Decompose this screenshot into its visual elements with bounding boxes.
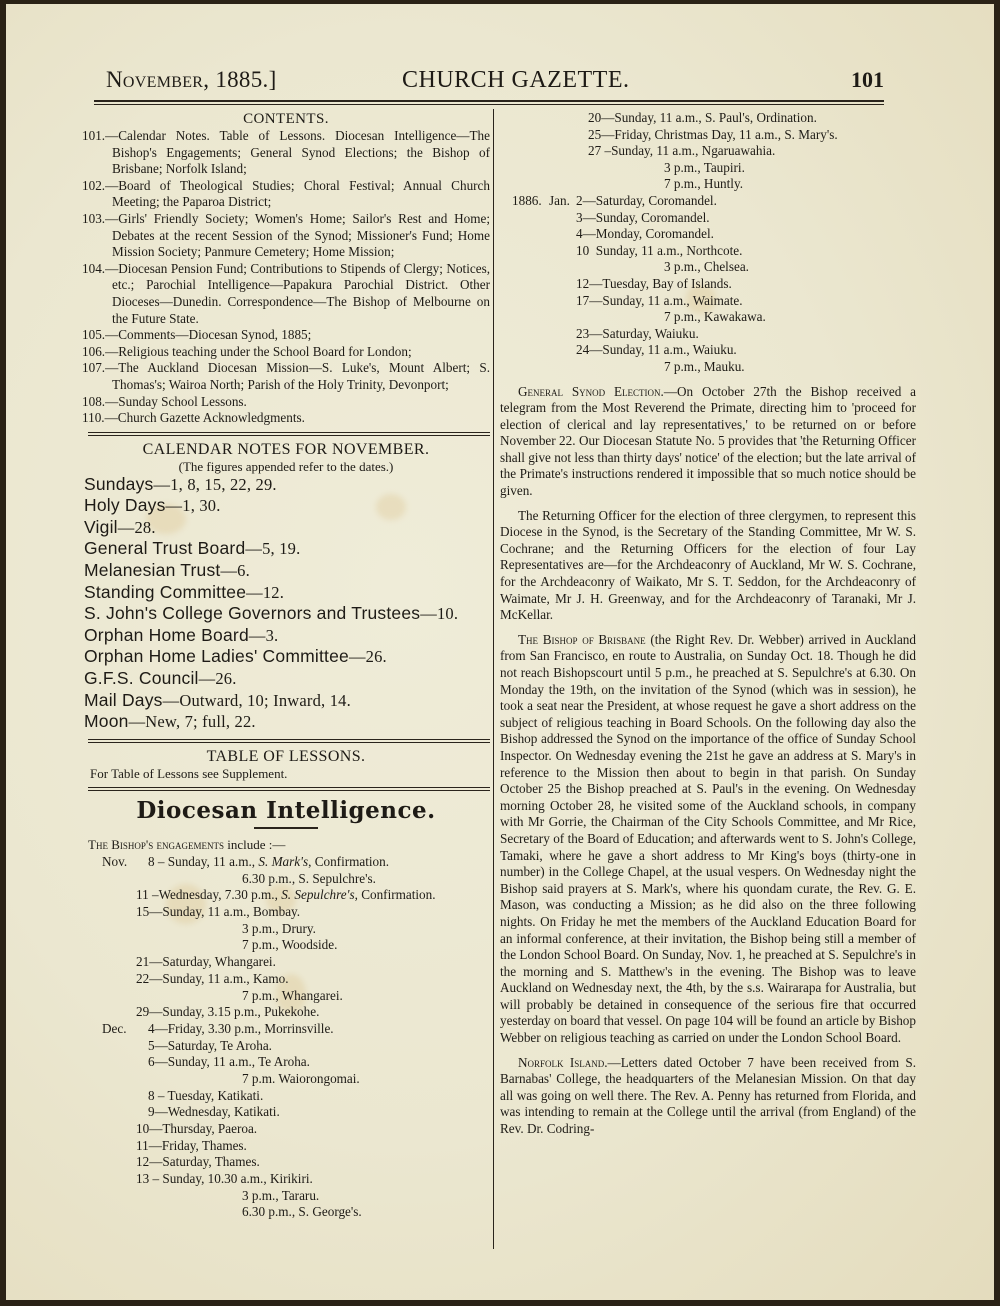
engagement-day: 11 –Wednesday, 7.30 p.m., <box>136 887 282 903</box>
norfolk-island-article <box>500 1055 916 1138</box>
engagement-detail <box>136 1004 319 1021</box>
contents-item <box>82 261 490 327</box>
calendar-dates: —5, 19. <box>245 539 301 559</box>
contents-page-number: 107.— <box>82 360 119 376</box>
engagement-detail: 17—Sunday, 11 a.m., Waimate. <box>576 292 743 308</box>
calendar-entry <box>82 690 490 712</box>
contents-entry: Church Gazette Acknowledgments. <box>117 410 305 426</box>
engagement-row <box>500 143 916 160</box>
calendar-entry <box>82 582 490 604</box>
calendar-entry <box>82 646 490 668</box>
contents-entry: Girls' Friendly Society; Women's Home; Sailor's Rest and Home; Debates at the recent Session of the Synod; Missioner's Fund; Home Mission Society; Panmure Cemetery; Home Mission; <box>112 210 490 260</box>
calendar-dates: —12. <box>246 582 285 602</box>
engagement-detail: 7 p.m., Mauku. <box>664 358 745 374</box>
engagement-row <box>500 127 916 144</box>
engagement-row <box>82 1021 490 1038</box>
synod-election-article <box>500 384 916 500</box>
engagement-detail <box>148 1021 334 1038</box>
engagement-detail: 23—Saturday, Waiuku. <box>576 325 699 341</box>
contents-entry: The Auckland Diocesan Mission—S. Luke's, Mount Albert; S. Thomas's; Wairoa North; Parish of the Holy Trinity, Devonport; <box>112 360 490 392</box>
engagement-detail <box>136 887 436 904</box>
engagement-detail: 4—Monday, Coromandel. <box>576 226 714 242</box>
engagement-row <box>82 921 490 938</box>
engagement-detail: 3—Sunday, Coromandel. <box>576 209 710 225</box>
engagement-day: 8 – Tuesday, Katikati. <box>148 1087 264 1103</box>
engagement-row <box>82 1154 490 1171</box>
contents-page-number: 102.— <box>82 177 119 193</box>
bishop-of-brisbane-article <box>500 632 916 1047</box>
engagement-detail: 20—Sunday, 11 a.m., S. Paul's, Ordination. <box>588 110 817 125</box>
engagement-row <box>82 1054 490 1071</box>
calendar-dates: —6. <box>220 561 250 581</box>
calendar-entry <box>82 625 490 647</box>
engagement-detail <box>136 1154 260 1171</box>
engagement-place: 3 p.m., Tararu. <box>242 1187 320 1203</box>
engagements-intro-caps: The Bishop's engagements <box>88 837 224 853</box>
engagement-row <box>82 937 490 954</box>
publication-title: CHURCH GAZETTE. <box>402 67 630 93</box>
engagement-day: 29—Sunday, 3.15 p.m., Pukekohe. <box>136 1004 320 1020</box>
engagement-row <box>82 871 490 888</box>
engagement-note: , Confirmation. <box>354 887 436 903</box>
engagement-day: 5—Saturday, Te Aroha. <box>148 1037 272 1053</box>
engagement-detail: 2—Saturday, Coromandel. <box>576 192 717 208</box>
engagement-detail: 7 p.m., Kawakawa. <box>664 309 766 325</box>
contents-entry: Comments—Diocesan Synod, 1885; <box>118 327 312 343</box>
article-text: —On October 27th the Bishop received a telegram from the Most Reverend the Primate, directing him to 'proceed for election of clerical and lay representatives,' to be returned on or before November 22. Our Diocesan Statute No. 5 provides that 'the Returning Officer shall give not less than thirty days' notice' of the election; but the late arrival of the Primate's instructions rendered it impossible that so much notice should be given. <box>500 383 917 499</box>
engagement-note: , Confirmation. <box>308 854 390 869</box>
engagement-row <box>82 1038 490 1055</box>
engagement-day: 13 – Sunday, 10.30 a.m., Kirikiri. <box>136 1171 313 1187</box>
calendar-label: G.F.S. Council <box>84 668 199 689</box>
engagement-year: 1886. <box>512 192 542 208</box>
calendar-subtitle: (The figures appended refer to the dates.) <box>178 458 394 474</box>
engagement-detail <box>242 1071 360 1088</box>
engagements-list-nov-dec <box>82 854 490 1221</box>
engagement-row <box>500 193 916 210</box>
engagement-detail <box>242 871 376 888</box>
engagement-row <box>82 1004 490 1021</box>
calendar-label: Orphan Home Board <box>84 624 249 645</box>
engagements-intro-rest: include :— <box>223 837 286 853</box>
column-divider <box>493 109 494 1249</box>
engagement-place: 3 p.m., Drury. <box>242 920 316 936</box>
engagement-detail <box>136 1138 247 1155</box>
contents-item <box>82 410 490 427</box>
engagement-place: S. Mark's <box>258 854 309 869</box>
engagement-day: 10—Thursday, Paeroa. <box>136 1121 258 1136</box>
calendar-label: Standing Committee <box>84 581 247 602</box>
diocesan-heading: Diocesan Intelligence. <box>136 797 436 825</box>
engagement-detail <box>136 954 276 971</box>
header-rule <box>94 100 884 105</box>
contents-page-number: 103.— <box>82 210 119 226</box>
contents-item <box>82 327 490 344</box>
calendar-label: Melanesian Trust <box>84 560 221 581</box>
calendar-dates: —Outward, 10; Inward, 14. <box>162 690 351 710</box>
article-text: (the Right Rev. Dr. Webber) arrived in Auckland from San Francisco, en route to Australia, on Sunday Oct. 18. Though he did not reach Bishopscourt until 5 p.m., he preached at S. Sepulchre's at 6.30. On Monday the 19th, on the invitation of the Synod (which was in session), he took a seat near the President, at whose request he gave a short address on the subject of religious teaching in Board Schools. On the following day also the Bishop addressed the Synod on the importance of the office of Sunday School Inspector. On Wednesday evening the 21st he gave an address at S. Mary's in reference to the Mission then about to begin in that parish. On Sunday October 25 the Bishop preached at S. Paul's in the evening. On Wednesday morning October 28, he visited some of the Auckland schools, in company with Mr Gorrie, the Chairman of the City Schools Committee, and Mr Rice, Secretary of the Board of Education; and afterwards went to S. John's College, Tamaki, where he gave a short address to Mr King's boys (thirty-one in number) in the College Chapel, at the usual vespers. On Wednesday night the Bishop said prayers at S. Mark's, where his quondam curate, the Rev. G. E. Mason, was conducting a Mission; as he did also on the three following nights. On Friday he met the members of the Auckland Education Board for an informal conference, at their invitation, the Bishop being still a member of the London School Board. On Sunday, Nov. 1, he preached at S. Sepulchre's in the morning and S. Matthew's in the evening. The Bishop was to leave Auckland on Wednesday next, the 4th, by the s.s. Wairarapa for Australia, but will probably be detained in consequence of the serious fire that occurred yesterday on board that vessel. On page 104 will be found an article by Bishop Webber on religious teaching as carried on under the London School Board. <box>500 631 916 1046</box>
engagement-day: 6—Sunday, 11 a.m., Te Aroha. <box>148 1054 310 1070</box>
calendar-label: General Trust Board <box>84 538 246 559</box>
lessons-title: TABLE OF LESSONS. <box>206 747 366 765</box>
calendar-label: Moon <box>84 711 129 732</box>
engagements-intro <box>82 837 490 854</box>
contents-entry: Sunday School Lessons. <box>118 393 247 409</box>
engagement-row <box>500 226 916 243</box>
contents-page-number: 106.— <box>82 343 119 359</box>
engagement-month: Dec. <box>102 1020 127 1036</box>
returning-officer-paragraph: The Returning Officer for the election of three clergymen, to represent this Diocese in the Synod, is the Secretary of the Standing Committee, Mr W. S. Cochrane; and the Returning Officers for the election of four Lay Representatives are—for the Archdeaconry of Auckland, Mr W. S. Cochrane, for the Archdeaconry of Waikato, Mr S. T. Seddon, for the Archdeaconry of Waimate, Mr J. H. Greenway, and for the Archdeaconry of Taranaki, Mr J. McKellar. <box>500 507 916 623</box>
engagement-place: 7 p.m., Whangarei. <box>242 987 343 1003</box>
calendar-entry <box>82 711 490 733</box>
calendar-label: Orphan Home Ladies' Committee <box>84 646 349 667</box>
section-rule <box>88 739 490 743</box>
engagement-row <box>82 988 490 1005</box>
page-number: 101 <box>851 67 884 92</box>
engagement-row <box>500 326 916 343</box>
calendar-entry <box>82 668 490 690</box>
engagement-row <box>82 1104 490 1121</box>
engagement-detail <box>242 988 343 1005</box>
engagement-day: 15—Sunday, 11 a.m., Bombay. <box>136 904 301 920</box>
calendar-entry <box>82 538 490 560</box>
contents-item <box>82 128 490 178</box>
engagement-detail <box>136 1171 313 1188</box>
engagement-row <box>500 243 916 260</box>
engagement-detail: 3 p.m., Chelsea. <box>664 259 749 275</box>
calendar-label: Mail Days <box>84 689 163 710</box>
engagement-row <box>82 887 490 904</box>
engagement-row <box>82 1204 490 1221</box>
engagement-detail: 25—Friday, Christmas Day, 11 a.m., S. Mary's. <box>588 126 838 142</box>
article-text: —Letters dated October 7 have been received from S. Barnabas' College, the headquarters of the Melanesian Mission. On that day all was going on well there. The Rev. A. Penny has returned from Florida, and was intending to remain at the College until the arrival (from England) of the Rev. Dr. Codring- <box>500 1054 916 1137</box>
engagement-day: 11—Friday, Thames. <box>136 1137 247 1153</box>
engagement-day: 12—Saturday, Thames. <box>136 1154 260 1170</box>
engagement-detail <box>148 1104 280 1121</box>
engagement-detail: 3 p.m., Taupiri. <box>664 159 745 175</box>
calendar-entry <box>82 560 490 582</box>
contents-list <box>82 128 490 427</box>
engagement-detail <box>136 904 300 921</box>
engagement-detail <box>242 937 337 954</box>
calendar-entry <box>82 495 490 517</box>
engagement-row <box>500 110 916 127</box>
engagement-detail <box>242 921 316 938</box>
engagement-row <box>82 954 490 971</box>
engagement-row <box>82 1121 490 1138</box>
engagement-detail: 27 –Sunday, 11 a.m., Ngaruawahia. <box>588 143 776 159</box>
engagement-detail <box>148 1054 310 1071</box>
calendar-dates: —26. <box>348 647 387 667</box>
engagement-detail <box>136 971 289 988</box>
contents-item <box>82 394 490 411</box>
calendar-label: Holy Days <box>84 495 166 516</box>
calendar-list <box>82 474 490 733</box>
calendar-entry <box>82 603 490 625</box>
gazette-page <box>6 4 994 1300</box>
engagement-day: 4—Friday, 3.30 p.m., Morrinsville. <box>148 1020 334 1036</box>
engagement-detail <box>148 1088 263 1105</box>
engagement-place: S. Sepulchre's <box>281 887 355 903</box>
engagement-detail <box>136 1121 257 1138</box>
heading-underline <box>254 827 318 829</box>
engagement-detail <box>242 1188 319 1205</box>
engagement-row <box>500 293 916 310</box>
page-header <box>106 67 884 97</box>
article-lead: Norfolk Island. <box>518 1054 608 1070</box>
engagement-row <box>500 210 916 227</box>
engagement-detail: 24—Sunday, 11 a.m., Waiuku. <box>576 342 737 358</box>
engagement-row <box>82 854 490 871</box>
calendar-dates: —1, 30. <box>165 496 221 516</box>
engagement-detail: 7 p.m., Huntly. <box>664 176 744 192</box>
calendar-entry <box>82 517 490 539</box>
contents-page-number: 105.— <box>82 327 119 343</box>
engagement-row <box>500 176 916 193</box>
calendar-dates: —28. <box>117 517 156 537</box>
engagement-detail: 12—Tuesday, Bay of Islands. <box>576 275 732 291</box>
engagement-detail: 10 Sunday, 11 a.m., Northcote. <box>576 242 743 258</box>
calendar-dates: —New, 7; full, 22. <box>128 712 256 732</box>
contents-item <box>82 344 490 361</box>
engagement-month: Jan. <box>549 192 570 208</box>
engagement-day: 9—Wednesday, Katikati. <box>148 1104 280 1120</box>
contents-entry: Diocesan Pension Fund; Contributions to Stipends of Clergy; Notices, etc.; Parochial Intelligence—Papakura Parochial District. Other Dioceses—Dunedin. Correspondence—The Bishop of Melbourne on the Future State. <box>112 260 490 326</box>
engagement-row <box>500 160 916 177</box>
engagement-place: 7 p.m. Waiorongomai. <box>242 1070 360 1086</box>
contents-page-number: 104.— <box>82 260 119 276</box>
calendar-dates: —1, 8, 15, 22, 29. <box>153 474 277 494</box>
engagement-row <box>500 276 916 293</box>
engagement-row <box>500 259 916 276</box>
issue-date: November, 1885.] <box>106 67 277 92</box>
calendar-label: Vigil <box>84 516 118 537</box>
engagement-row <box>82 1171 490 1188</box>
engagement-detail <box>242 1204 362 1221</box>
engagement-place: 6.30 p.m., S. George's. <box>242 1204 362 1220</box>
calendar-label: Sundays <box>84 473 154 494</box>
lessons-note: For Table of Lessons see Supplement. <box>90 765 288 781</box>
engagement-day: 21—Saturday, Whangarei. <box>136 954 276 970</box>
engagement-row <box>82 904 490 921</box>
article-lead: General Synod Election. <box>518 383 664 399</box>
contents-title: CONTENTS. <box>243 111 329 127</box>
engagement-row <box>82 1138 490 1155</box>
calendar-entry <box>82 474 490 496</box>
engagement-row <box>82 1188 490 1205</box>
section-rule <box>88 787 490 791</box>
contents-page-number: 108.— <box>82 393 119 409</box>
engagement-day: 8 – Sunday, 11 a.m., <box>148 854 259 869</box>
left-column <box>82 110 490 1221</box>
engagement-detail <box>148 1038 272 1055</box>
engagement-row <box>82 1088 490 1105</box>
contents-page-number: 110.— <box>82 410 118 426</box>
engagement-day: 22—Sunday, 11 a.m., Kamo. <box>136 970 289 986</box>
contents-entry: Religious teaching under the School Board for London; <box>118 343 412 359</box>
engagement-row <box>500 309 916 326</box>
engagement-row <box>82 971 490 988</box>
engagements-list-dec-jan <box>500 110 916 376</box>
calendar-dates: —26. <box>198 669 237 689</box>
contents-item <box>82 360 490 393</box>
engagement-row <box>82 1071 490 1088</box>
right-column <box>500 110 916 1146</box>
section-rule <box>88 432 490 436</box>
engagement-place: 7 p.m., Woodside. <box>242 937 338 953</box>
calendar-dates: —3. <box>248 625 279 645</box>
calendar-label: S. John's College Governors and Trustees <box>84 603 421 624</box>
contents-entry: Calendar Notes. Table of Lessons. Diocesan Intelligence—The Bishop's Engagements; General Synod Elections; the Bishop of Brisbane; Norfolk Island; <box>112 128 490 177</box>
calendar-dates: —10. <box>420 604 459 624</box>
engagement-row <box>500 342 916 359</box>
engagement-place: 6.30 p.m., S. Sepulchre's. <box>242 870 376 886</box>
article-lead: The Bishop of Brisbane <box>518 631 646 647</box>
contents-entry: Board of Theological Studies; Choral Festival; Annual Church Meeting; the Paparoa District; <box>112 177 490 210</box>
contents-item <box>82 211 490 261</box>
engagement-month: Nov. <box>102 854 128 869</box>
calendar-title: CALENDAR NOTES FOR NOVEMBER. <box>142 440 430 458</box>
engagement-detail <box>148 854 389 871</box>
engagement-row <box>500 359 916 376</box>
contents-item <box>82 178 490 211</box>
contents-page-number: 101.— <box>82 128 119 143</box>
